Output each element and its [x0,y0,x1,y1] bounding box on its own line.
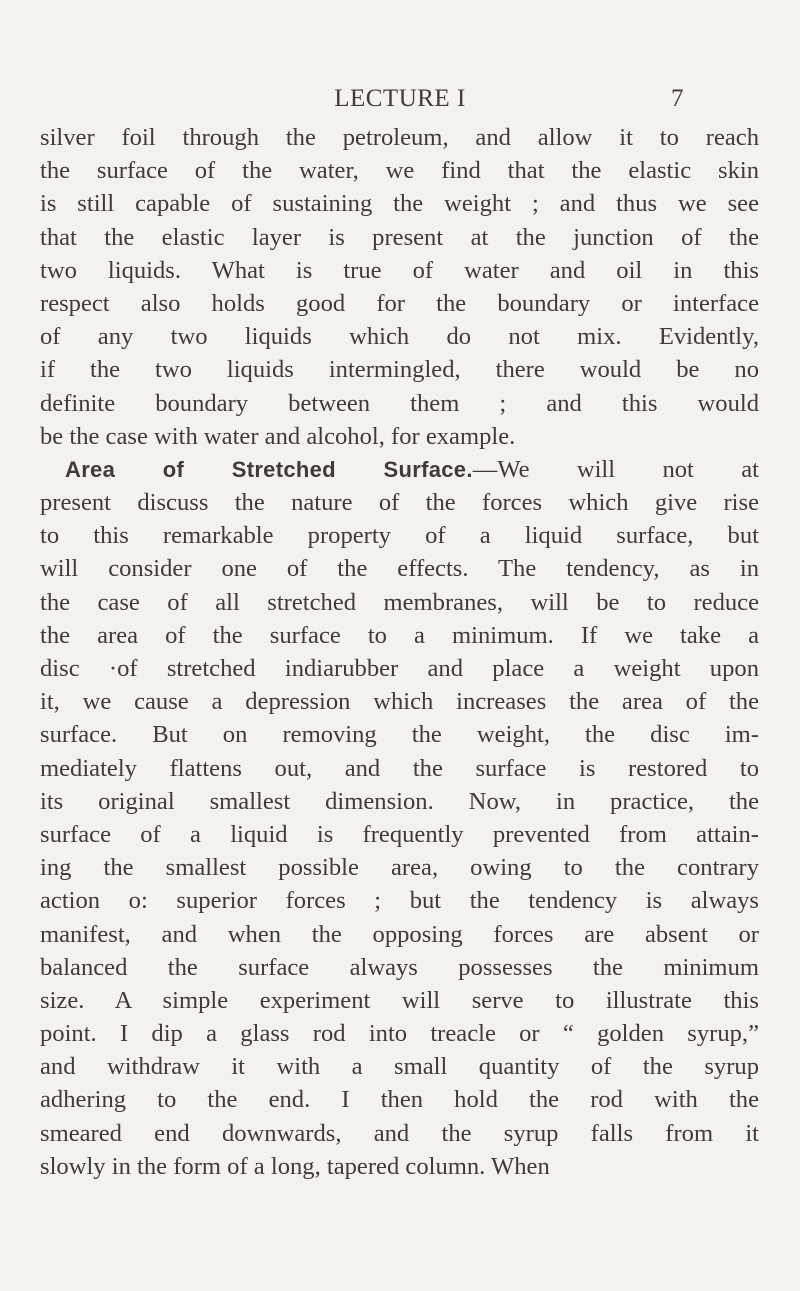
text-line: smeared end downwards, and the syrup falls from it [40,1119,759,1147]
text-line: is still capable of sustaining the weight ; and thus we see [40,190,759,218]
body-text [40,121,759,1183]
text-line: two liquids. What is true of water and oil in this [40,256,759,284]
text-line: definite boundary between them ; and this would [40,389,759,417]
text-line: size. A simple experiment will serve to illustrate this [40,986,759,1014]
text-line: point. I dip a glass rod into treacle or “ golden syrup,” [40,1020,759,1048]
text-line: mediately flattens out, and the surface is restored to [40,754,759,782]
text-line: to this remarkable property of a liquid surface, but [40,522,759,550]
text-line: adhering to the end. I then hold the rod with the [40,1086,759,1114]
text-line: of any two liquids which do not mix. Evidently, [40,323,759,351]
text-line: surface. But on removing the weight, the disc im- [40,721,759,749]
text-line: slowly in the form of a long, tapered column. When [40,1152,550,1180]
running-head [40,85,760,115]
text-line: ing the smallest possible area, owing to the contrary [40,854,759,882]
text-line: silver foil through the petroleum, and allow it to reach [40,124,759,151]
text-line: and withdraw it with a small quantity of the syrup [40,1053,759,1081]
text-line: surface of a liquid is frequently prevented from attain- [40,820,759,848]
text-line: manifest, and when the opposing forces are absent or [40,920,759,948]
text-line: the area of the surface to a minimum. If we take a [40,621,759,649]
section-heading-line [40,453,759,486]
text-line: the surface of the water, we find that the elastic skin [40,157,759,185]
text-line: the case of all stretched membranes, will be to reduce [40,588,759,616]
text-line: balanced the surface always possesses the minimum [40,953,759,981]
text-line: be the case with water and alcohol, for example. [40,422,516,450]
text-line: if the two liquids intermingled, there would be no [40,356,759,384]
section-heading-continuation: —We will not at [472,455,759,483]
running-head-title: LECTURE I [334,85,466,112]
text-line: will consider one of the effects. The tendency, as in [40,555,759,583]
text-line: action o: superior forces ; but the tendency is always [40,887,759,915]
text-line: respect also holds good for the boundary or interface [40,289,759,317]
page-number: 7 [671,85,684,112]
text-line: it, we cause a depression which increases the area of the [40,688,759,716]
text-line: that the elastic layer is present at the junction of the [40,223,759,251]
text-line: present discuss the nature of the forces which give rise [40,489,759,517]
text-line: its original smallest dimension. Now, in practice, the [40,787,759,815]
section-heading: Area of Stretched Surface. [65,456,473,482]
text-line: disc ·of stretched indiarubber and place a weight upon [40,655,759,682]
